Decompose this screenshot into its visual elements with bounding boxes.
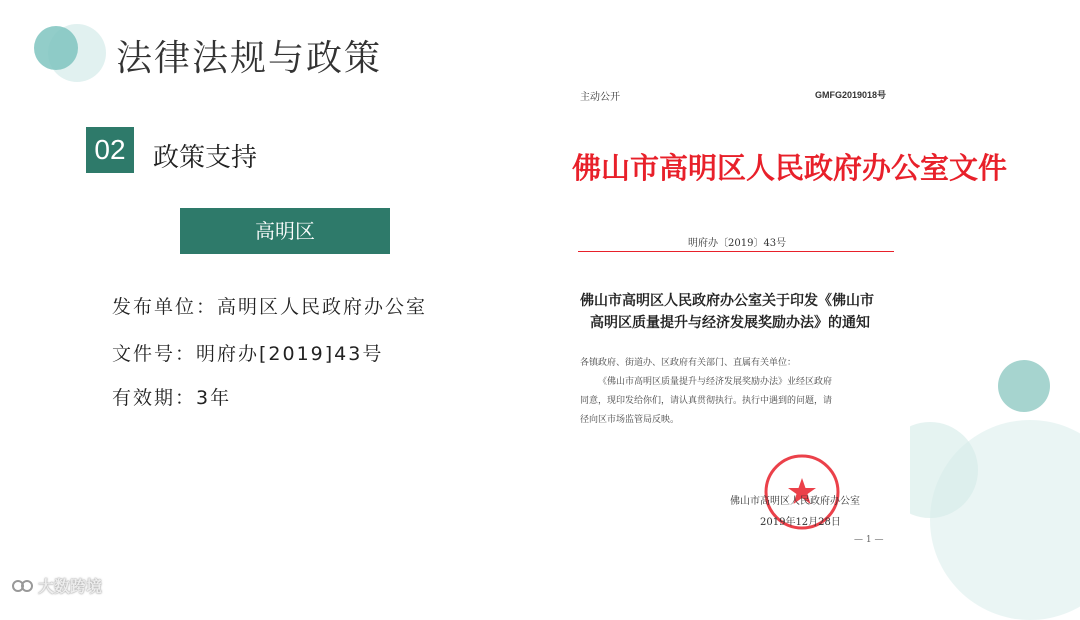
document-public-label: 主动公开: [580, 92, 620, 103]
document-body-line-2: 《佛山市高明区质量提升与经济发展奖励办法》业经区政府: [598, 377, 833, 387]
document-number: 明府办〔2019〕43号: [688, 238, 787, 249]
page-title: 法律法规与政策: [116, 38, 383, 79]
document-red-header: 佛山市高明区人民政府办公室文件: [572, 151, 1008, 185]
document-body-line-3: 同意，现印发给你们，请认真贯彻执行。执行中遇到的问题，请: [580, 396, 833, 406]
document-body-line-1: 各镇政府、街道办、区政府有关部门、直属有关单位：: [580, 358, 797, 368]
watermark-logo-icon: [12, 578, 34, 594]
publisher-info: 发布单位：高明区人民政府办公室: [112, 296, 428, 318]
decorative-circle-small: [998, 360, 1050, 412]
validity-info: 有效期：3年: [112, 387, 232, 409]
region-label-box: 高明区: [180, 208, 390, 254]
decorative-circle-teal: [34, 26, 78, 70]
document-code: GMFG2019018号: [815, 90, 887, 100]
section-title: 政策支持: [153, 143, 258, 173]
document-body-line-4: 径向区市场监管局反映。: [580, 415, 680, 425]
document-page-mark: — 1 —: [854, 535, 884, 545]
document-signature: 佛山市高明区人民政府办公室: [730, 496, 860, 507]
document-subject-line-2: 高明区质量提升与经济发展奖励办法》的通知: [590, 315, 870, 331]
document-date: 2019年12月28日: [760, 517, 841, 528]
document-subject-line-1: 佛山市高明区人民政府办公室关于印发《佛山市: [580, 293, 874, 309]
document-number-info: 文件号：明府办[2019]43号: [112, 343, 384, 365]
section-number-badge: 02: [86, 127, 134, 173]
red-divider-line: [578, 251, 894, 252]
watermark: [12, 574, 102, 597]
watermark-text: 大数跨境: [38, 577, 103, 596]
policy-document-image: [570, 80, 1008, 550]
